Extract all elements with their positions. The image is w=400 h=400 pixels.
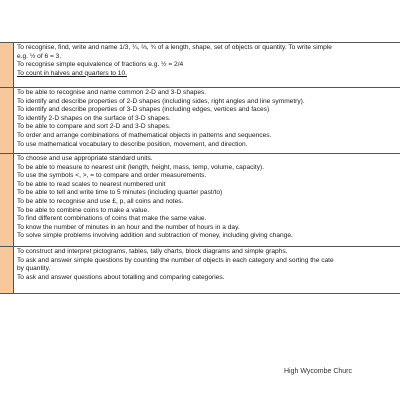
objective-line: To be able to combine coins to make a value. — [17, 206, 149, 214]
row-color-band — [0, 247, 14, 293]
objective-line: To identify and describe properties of 2-D shapes (including sides, right angles and line symmetry). — [17, 97, 305, 105]
objective-line: To be able to recognise and name common 2-D and 3-D shapes. — [17, 89, 207, 96]
objective-line: To count in halves and quarters to 10. — [17, 69, 127, 77]
objective-line: To ask and answer questions about totalling and comparing categories. — [17, 273, 225, 281]
row-color-band — [0, 43, 14, 87]
objectives-cell — [14, 154, 400, 246]
objective-line: To use the symbols <, >, = to compare and order measurements. — [17, 172, 207, 180]
objective-line: To construct and interpret pictograms, tables, tally charts, block diagrams and simple graphs. — [17, 248, 288, 255]
objective-line: To know the number of minutes in an hour and the number of hours in a day. — [17, 223, 240, 231]
table-row-fractions — [0, 43, 400, 88]
table-row-statistics — [0, 247, 400, 294]
objective-line: To be able to read scales to nearest numbered unit — [17, 180, 166, 188]
objective-line: by quantity. — [17, 265, 51, 273]
row-color-band — [0, 154, 14, 246]
objective-line: To find different combinations of coins that make the same value. — [17, 215, 207, 223]
objective-line: To recognise simple equivalence of fractions e.g. ½ = 2/4 — [17, 61, 184, 69]
objectives-cell — [14, 247, 400, 293]
objective-line: e.g. ½ of 6 = 3. — [17, 52, 62, 60]
objectives-cell — [14, 88, 400, 153]
curriculum-table — [0, 42, 400, 294]
table-row-measurement — [0, 154, 400, 247]
objective-line: To recognise, find, write and name 1/3, ¼, ⅔, ¾ of a length, shape, set of objects or quantity. To write simple — [17, 44, 332, 51]
objective-line: To use mathematical vocabulary to describe position, movement, and direction. — [17, 140, 248, 148]
objective-line: To be able to measure to nearest unit (length, height, mass, temp, volume, capacity). — [17, 163, 265, 171]
table-row-shape — [0, 88, 400, 154]
objective-line: To ask and answer simple questions by counting the number of objects in each category and sorting the cate — [17, 256, 334, 264]
objective-line: To order and arrange combinations of mathematical objects in patterns and sequences. — [17, 131, 272, 139]
objective-line: To choose and use appropriate standard units. — [17, 155, 153, 162]
objective-line: To be able to recognise and use £, p, all coins and notes. — [17, 197, 184, 205]
objective-line: To identify and describe properties of 3-D shapes (including edges, vertices and faces) — [17, 106, 270, 114]
objectives-cell — [14, 43, 400, 87]
objective-line: To identify 2-D shapes on the surface of 3-D shapes. — [17, 114, 171, 122]
footer-school-name: High Wycombe Churc — [284, 368, 353, 375]
objective-line: To be able to compare and sort 2-D and 3-D shapes. — [17, 123, 171, 131]
objective-line: To be able to tell and write time to 5 minutes (including quarter past/to) — [17, 189, 223, 197]
row-color-band — [0, 88, 14, 153]
objective-line: To solve simple problems involving addition and subtraction of money, including giving change. — [17, 232, 293, 240]
